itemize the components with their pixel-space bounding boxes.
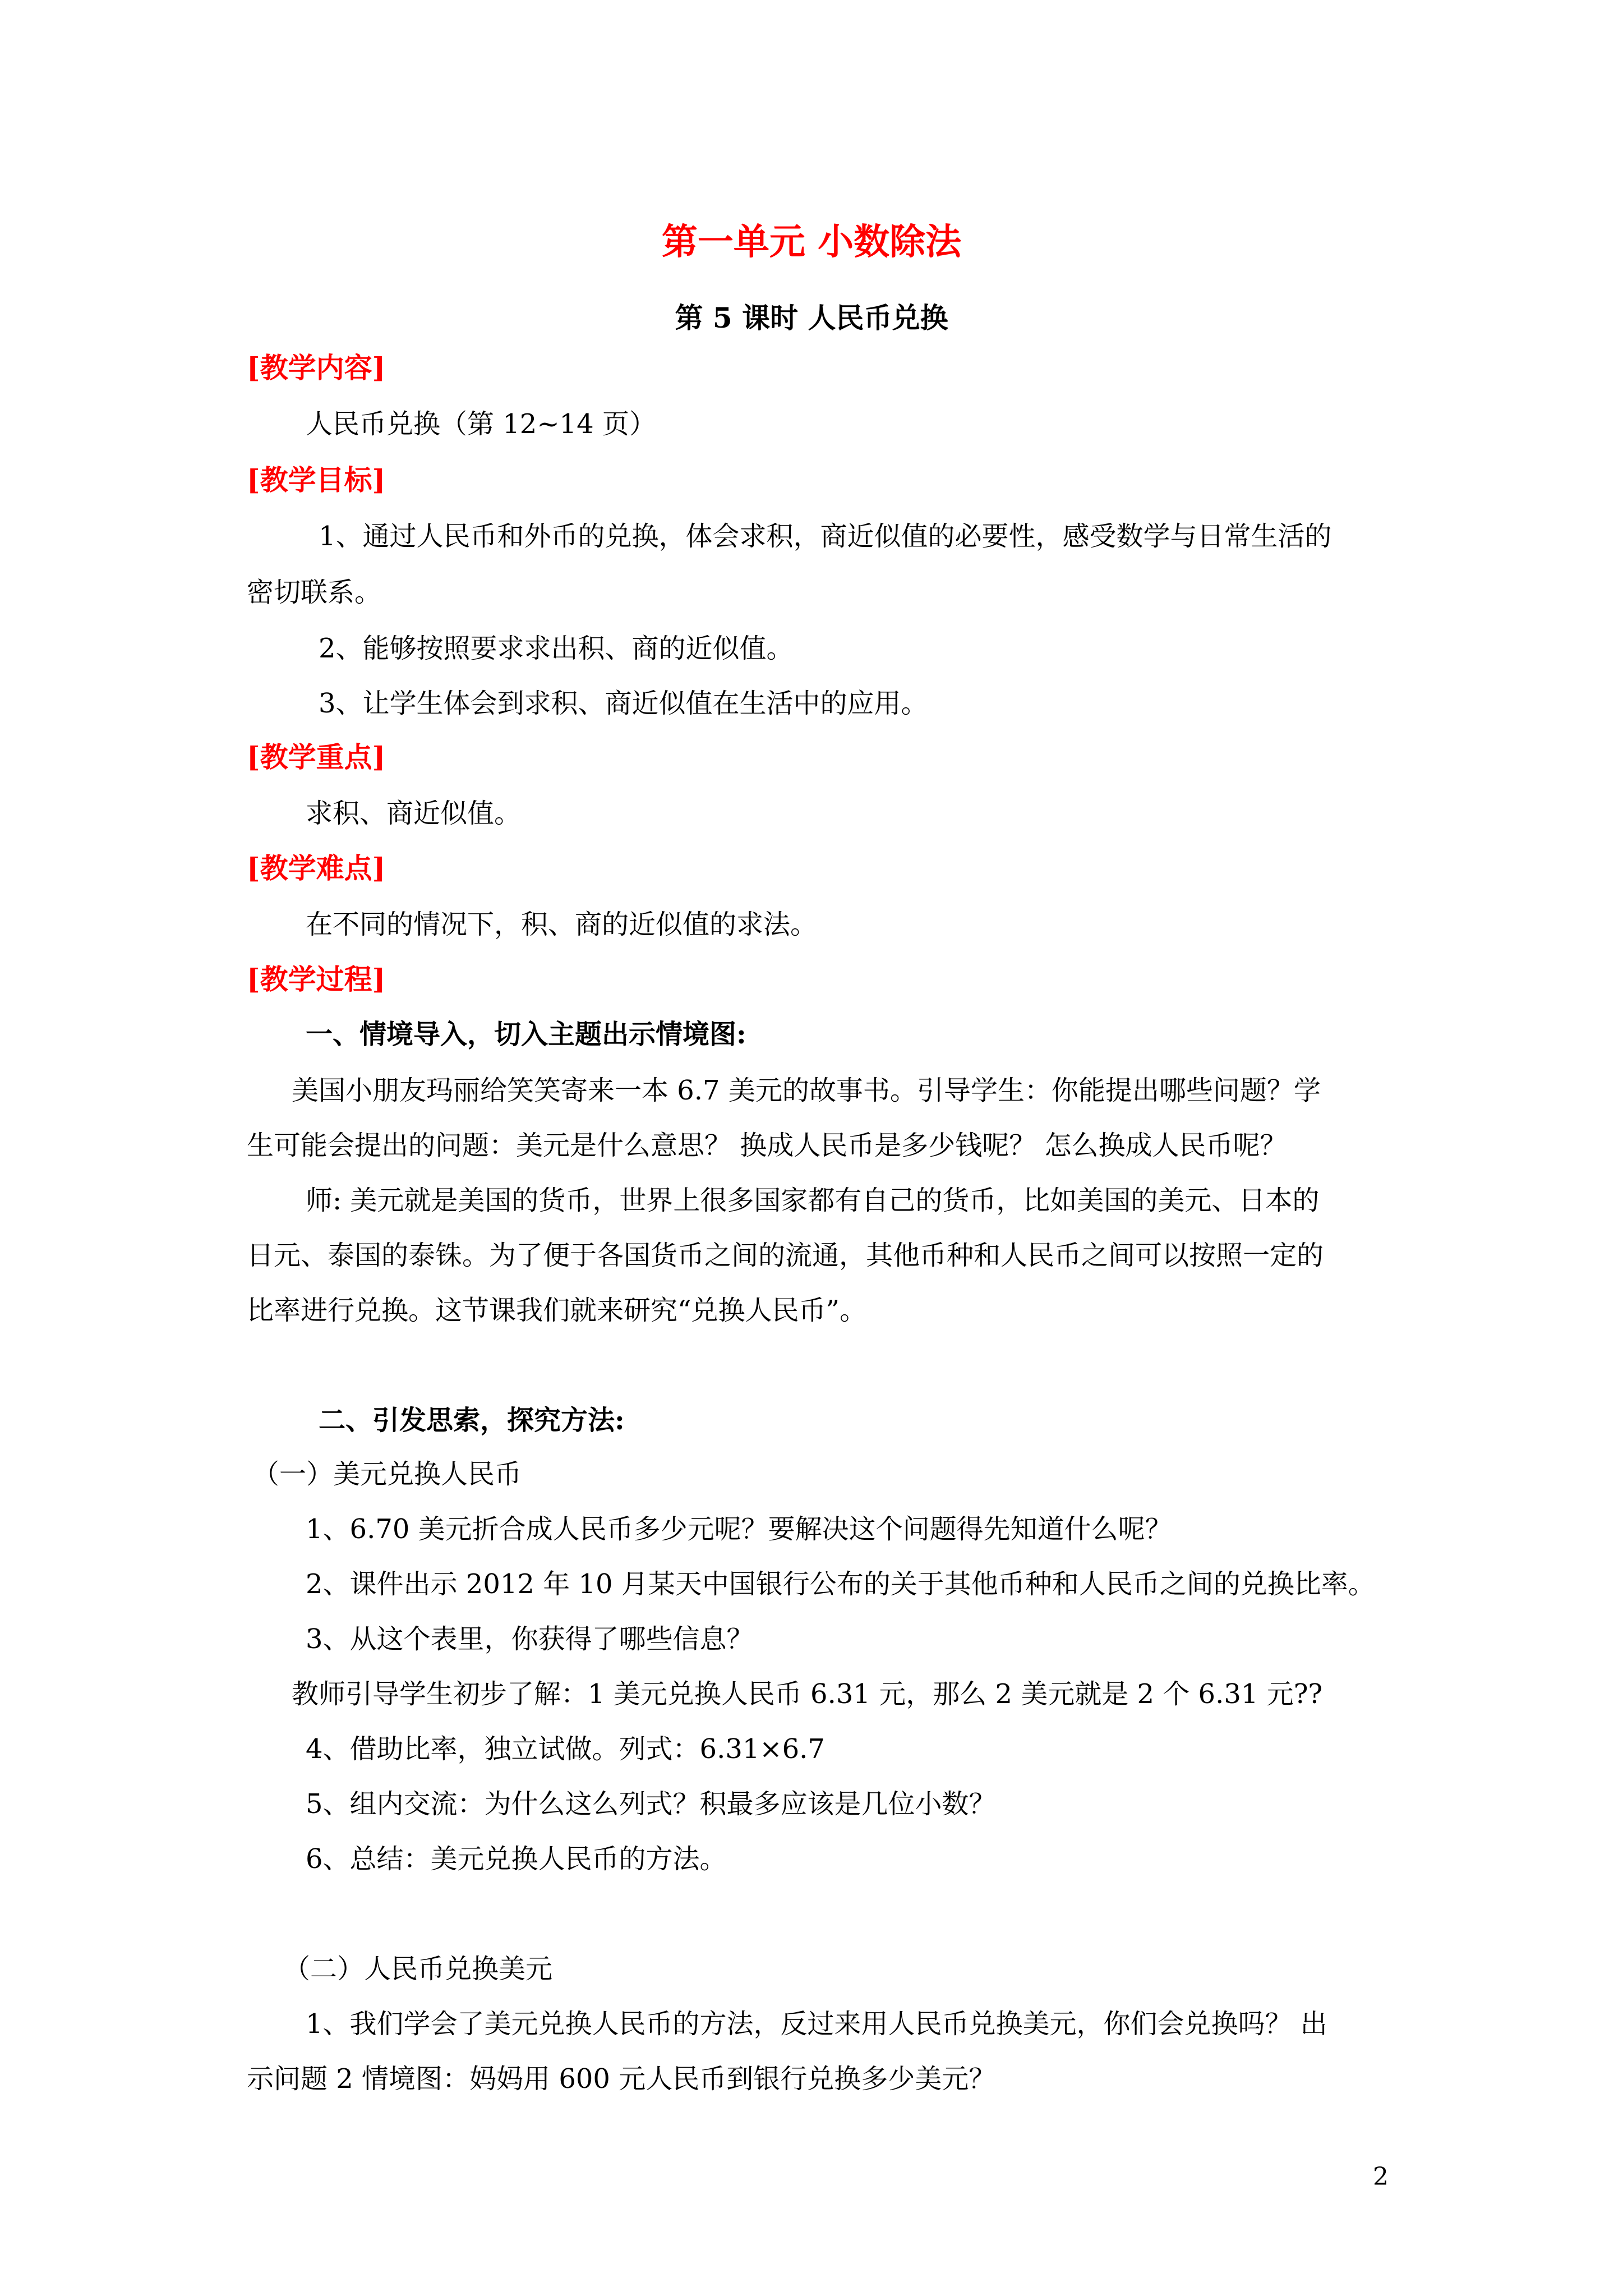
part1-heading: 一、情境导入，切入主题出示情境图:: [306, 1019, 746, 1050]
lesson-subtitle: 第 5 课时 人民币兑换: [675, 301, 948, 334]
goal-1-line2: 密切联系。: [247, 577, 382, 608]
part2-item2: 2、课件出示 2012 年 10 月某天中国银行公布的关于其他币种和人民币之间的兑换比率。: [306, 1568, 1375, 1600]
goal-3: 3、让学生体会到求积、商近似值在生活中的应用。: [319, 688, 928, 719]
process-heading: [教学过程]: [247, 963, 386, 996]
part2-item5: 5、组内交流：为什么这么列式？积最多应该是几位小数？: [306, 1788, 996, 1820]
part1-paragraph1-line1: 美国小朋友玛丽给笑笑寄来一本 6.7 美元的故事书。引导学生：你能提出哪些问题？学: [292, 1075, 1321, 1106]
content-text: 人民币兑换（第 12~14 页）: [306, 408, 656, 440]
goal-2: 2、能够按照要求求出积、商的近似值。: [319, 633, 794, 664]
part2-sub1: （一）美元兑换人民币: [252, 1458, 522, 1490]
part2-item3: 3、从这个表里，你获得了哪些信息？: [306, 1623, 754, 1655]
part1-paragraph1-line2: 生可能会提出的问题：美元是什么意思？ 换成人民币是多少钱呢？ 怎么换成人民币呢？: [247, 1130, 1287, 1161]
part2-item6: 6、总结：美元兑换人民币的方法。: [306, 1843, 727, 1875]
page-title: 第一单元 小数除法: [661, 221, 962, 263]
part1-paragraph2-line3: 比率进行兑换。这节课我们就来研究“兑换人民币”。: [247, 1295, 867, 1326]
part1-paragraph2-line1: 师: 美元就是美国的货币，世界上很多国家都有自己的货币，比如美国的美元、日本的: [306, 1185, 1320, 1216]
part2-heading: 二、引发思索，探究方法:: [319, 1405, 625, 1436]
key-text: 求积、商近似值。: [306, 798, 522, 829]
page-number: 2: [1373, 2162, 1389, 2191]
content-heading: [教学内容]: [247, 351, 386, 384]
difficulty-heading: [教学难点]: [247, 852, 386, 885]
part2-sub2-item1-line2: 示问题 2 情境图：妈妈用 600 元人民币到银行兑换多少美元？: [247, 2063, 996, 2095]
part2-item1: 1、6.70 美元折合成人民币多少元呢？要解决这个问题得先知道什么呢？: [306, 1513, 1172, 1545]
key-heading: [教学重点]: [247, 740, 386, 774]
goals-heading: [教学目标]: [247, 463, 386, 496]
part2-sub2-item1-line1: 1、我们学会了美元兑换人民币的方法，反过来用人民币兑换美元，你们会兑换吗？ 出: [306, 2008, 1327, 2040]
difficulty-text: 在不同的情况下，积、商的近似值的求法。: [306, 909, 818, 940]
goal-1-line1: 1、通过人民币和外币的兑换，体会求积，商近似值的必要性，感受数学与日常生活的: [319, 521, 1332, 552]
part2-item3-note: 教师引导学生初步了解：1 美元兑换人民币 6.31 元，那么 2 美元就是 2 个 6.31 元??: [292, 1678, 1323, 1710]
part2-sub2: （二）人民币兑换美元: [283, 1953, 553, 1985]
part1-paragraph2-line2: 日元、泰国的泰铢。为了便于各国货币之间的流通，其他币种和人民币之间可以按照一定的: [247, 1240, 1324, 1271]
part2-item4: 4、借助比率，独立试做。列式：6.31×6.7: [306, 1733, 825, 1765]
